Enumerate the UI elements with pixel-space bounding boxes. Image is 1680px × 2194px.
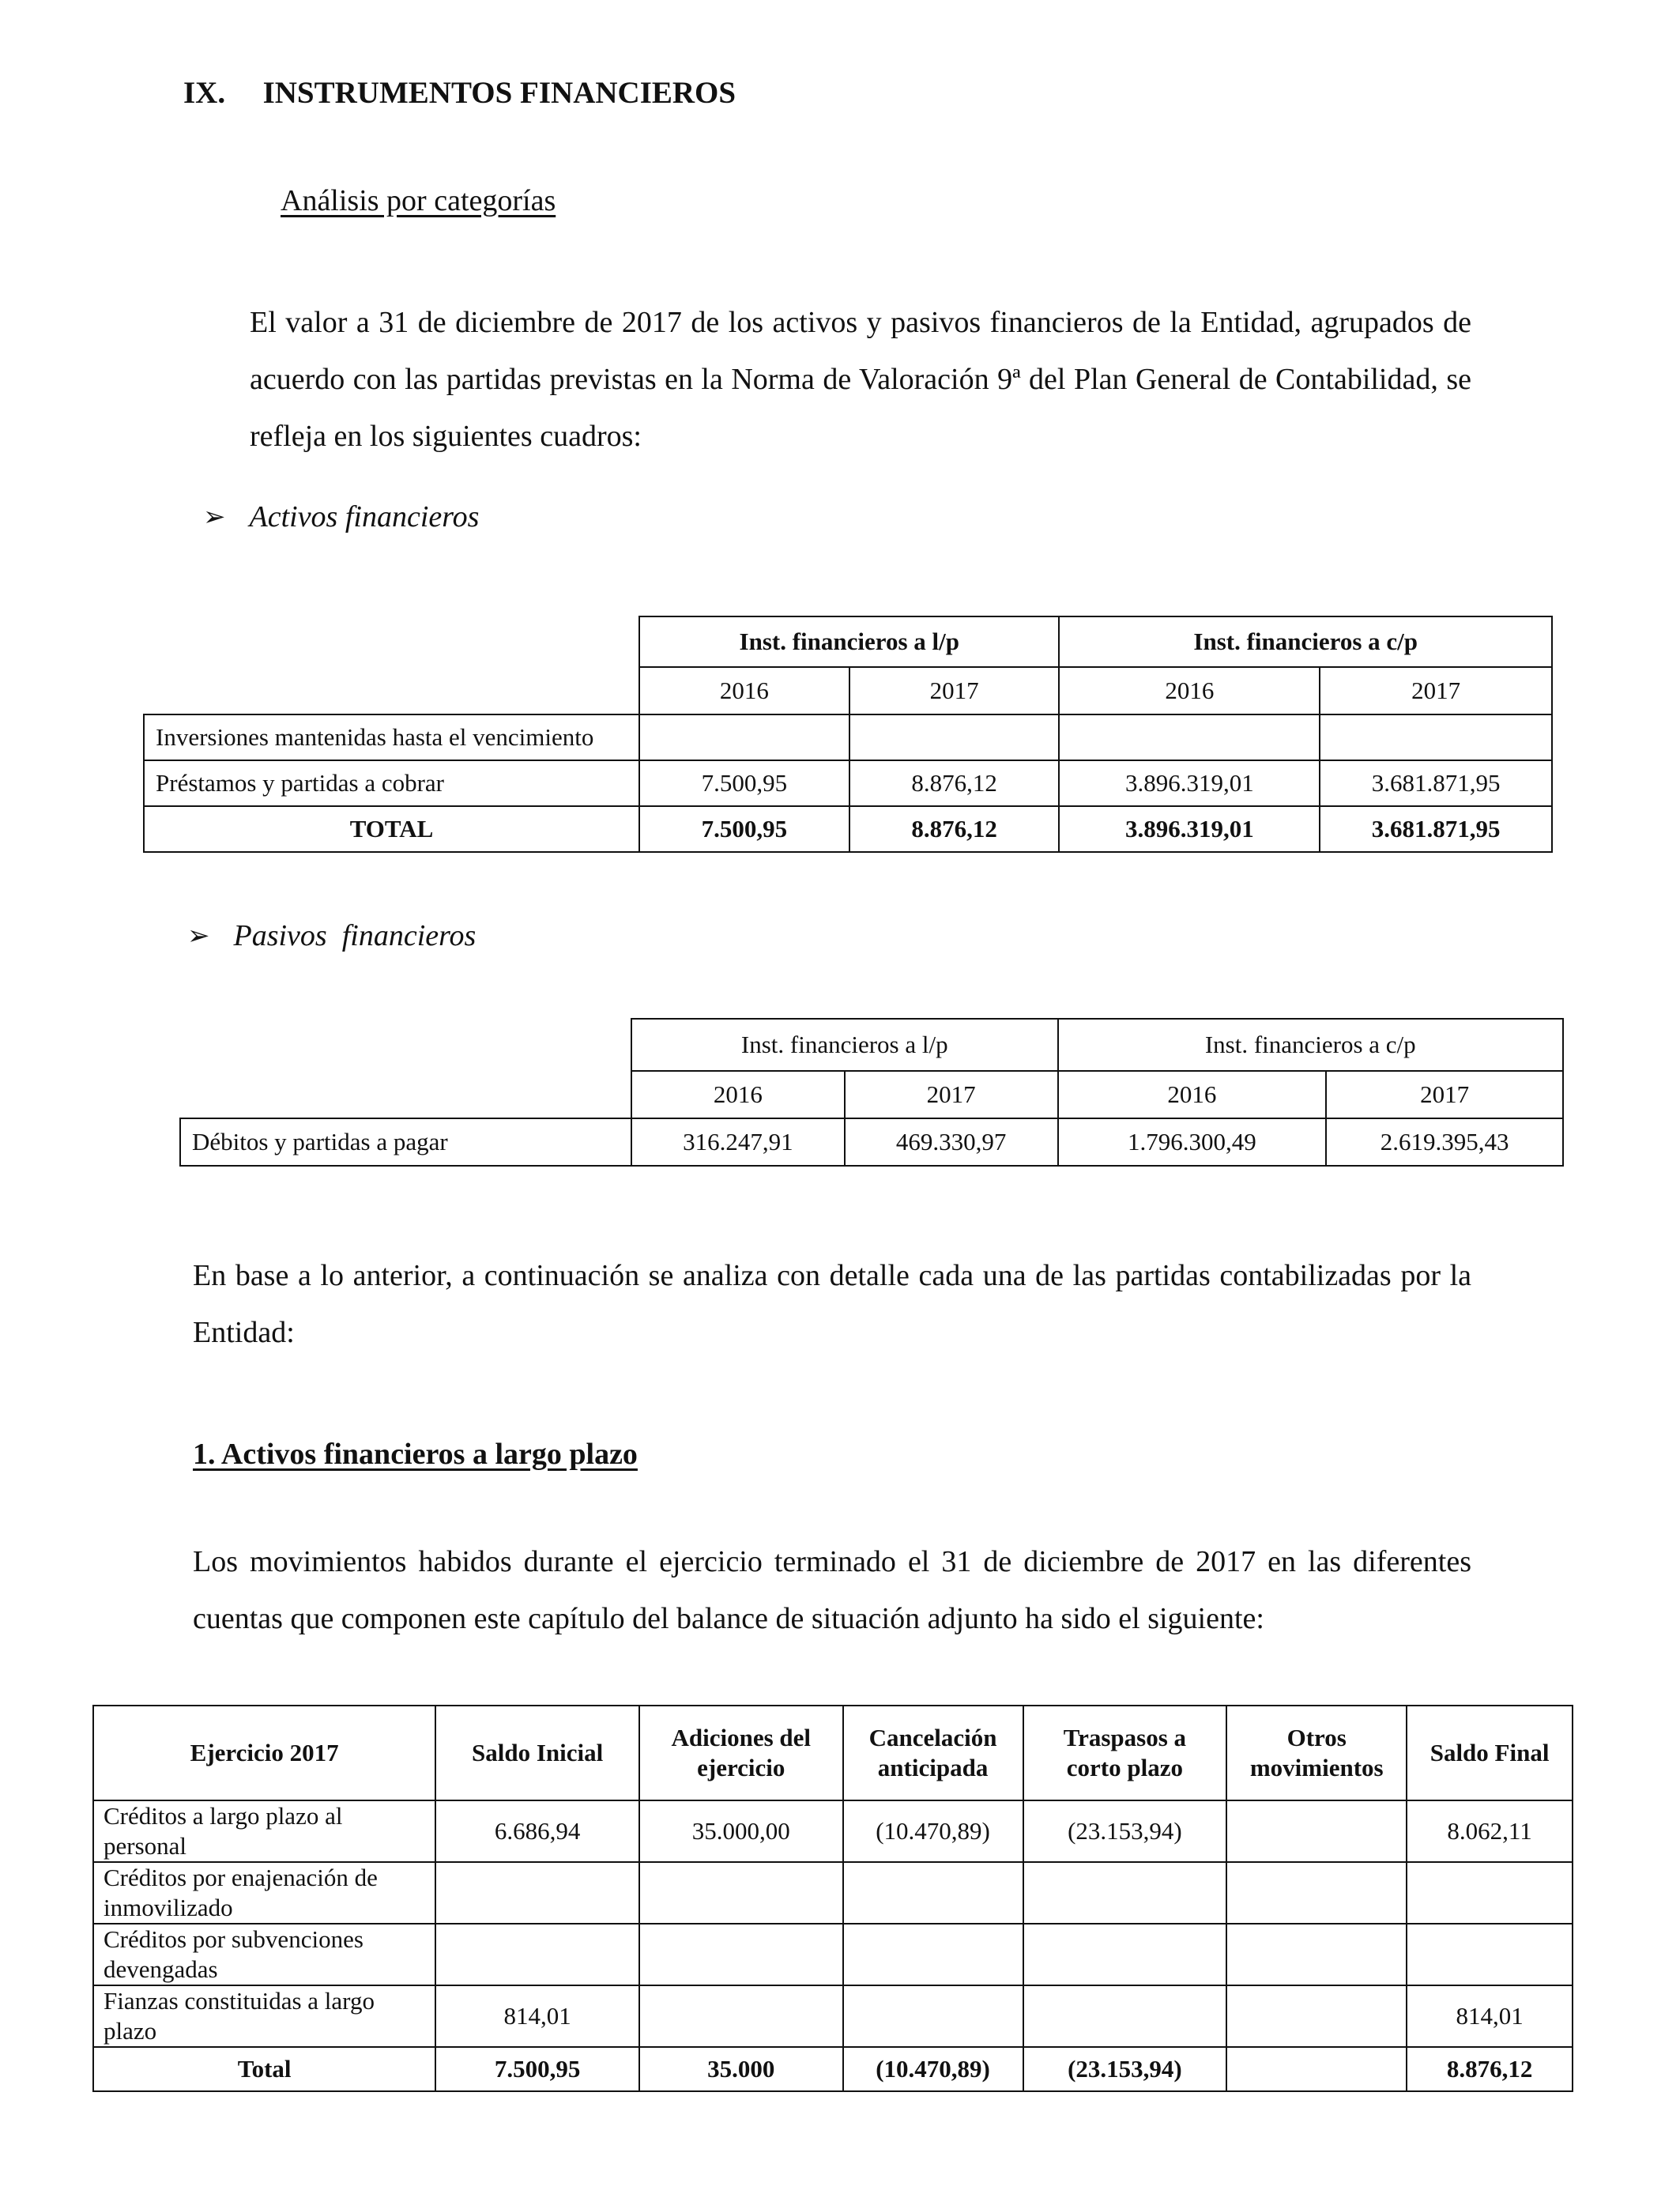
header-lp: Inst. financieros a l/p xyxy=(631,1019,1058,1071)
cell-value: 814,01 xyxy=(435,1985,639,2047)
table-row xyxy=(180,1118,1563,1166)
total-label: TOTAL xyxy=(144,806,639,852)
cell-value: 2.619.395,43 xyxy=(1326,1118,1563,1166)
cell-value xyxy=(639,714,849,760)
heading-title: INSTRUMENTOS FINANCIEROS xyxy=(262,76,736,110)
cell-value xyxy=(1407,1862,1573,1924)
bullet-pasivos-label: Pasivos financieros xyxy=(233,919,477,952)
total-value: 3.896.319,01 xyxy=(1059,806,1320,852)
pasivos-table xyxy=(179,1018,1564,1167)
row-label: Créditos a largo plazo al personal xyxy=(93,1800,435,1862)
cell-value: 3.896.319,01 xyxy=(1059,760,1320,806)
cell-value xyxy=(1226,1862,1407,1924)
row-label: Préstamos y partidas a cobrar xyxy=(144,760,639,806)
cell-value xyxy=(1226,1985,1407,2047)
header-cp: Inst. financieros a c/p xyxy=(1059,616,1552,667)
total-value: 8.876,12 xyxy=(849,806,1060,852)
cell-value xyxy=(849,714,1060,760)
table-row xyxy=(93,1800,1573,1862)
cell-value: 469.330,97 xyxy=(845,1118,1058,1166)
row-label: Créditos por enajenación de inmovilizado xyxy=(93,1862,435,1924)
analysis-paragraph: En base a lo anterior, a continuación se analiza con detalle cada una de las partidas contabilizadas por la Entidad: xyxy=(193,1259,1471,1349)
year-header: 2016 xyxy=(631,1071,845,1118)
cell-value xyxy=(1023,1924,1227,1985)
table-row xyxy=(93,1924,1573,1985)
table-row xyxy=(144,760,1552,806)
cell-value xyxy=(1023,1985,1227,2047)
row-label: Inversiones mantenidas hasta el vencimiento xyxy=(144,714,639,760)
cell-value xyxy=(639,1862,843,1924)
cell-value xyxy=(1226,1800,1407,1862)
table-row xyxy=(93,1862,1573,1924)
section1-paragraph: Los movimientos habidos durante el ejercicio terminado el 31 de diciembre de 2017 en las diferentes cuentas que componen este capítulo del balance de situación adjunto ha sido el siguiente: xyxy=(193,1545,1471,1635)
col-header: Traspasos a corto plazo xyxy=(1023,1706,1227,1800)
col-header: Otros movimientos xyxy=(1226,1706,1407,1800)
cell-value: 814,01 xyxy=(1407,1985,1573,2047)
activos-table xyxy=(143,616,1553,853)
row-label: Débitos y partidas a pagar xyxy=(180,1118,631,1166)
bullet-activos-label: Activos financieros xyxy=(249,500,480,533)
year-header: 2017 xyxy=(845,1071,1058,1118)
cell-value: 7.500,95 xyxy=(639,760,849,806)
arrow-bullet-icon: ➢ xyxy=(187,922,210,951)
cell-value: 8.062,11 xyxy=(1407,1800,1573,1862)
cell-value xyxy=(639,1985,843,2047)
intro-paragraph: El valor a 31 de diciembre de 2017 de los activos y pasivos financieros de la Entidad, agrupados de acuerdo con las partidas previstas en la Norma de Valoración 9ª del Plan General de Contabilidad, se refleja en los siguientes cuadros: xyxy=(250,306,1471,453)
empty-corner xyxy=(144,667,639,714)
year-header: 2017 xyxy=(1326,1071,1563,1118)
cell-value xyxy=(1320,714,1552,760)
total-value xyxy=(1226,2047,1407,2091)
cell-value xyxy=(1407,1924,1573,1985)
cell-value xyxy=(435,1862,639,1924)
year-header: 2016 xyxy=(639,667,849,714)
year-header: 2017 xyxy=(1320,667,1552,714)
arrow-bullet-icon: ➢ xyxy=(203,503,226,532)
cell-value: 35.000,00 xyxy=(639,1800,843,1862)
header-row xyxy=(93,1706,1573,1800)
section1-title: 1. Activos financieros a largo plazo xyxy=(193,1438,638,1471)
total-row xyxy=(93,2047,1573,2091)
cell-value xyxy=(843,1862,1023,1924)
cell-value: 316.247,91 xyxy=(631,1118,845,1166)
subheading: Análisis por categorías xyxy=(281,184,556,217)
total-label: Total xyxy=(93,2047,435,2091)
table-row xyxy=(144,714,1552,760)
empty-corner xyxy=(180,1071,631,1118)
total-row xyxy=(144,806,1552,852)
cell-value: (10.470,89) xyxy=(843,1800,1023,1862)
total-value: 7.500,95 xyxy=(435,2047,639,2091)
col-header: Adiciones del ejercicio xyxy=(639,1706,843,1800)
total-value: 8.876,12 xyxy=(1407,2047,1573,2091)
table-row xyxy=(93,1985,1573,2047)
cell-value: 6.686,94 xyxy=(435,1800,639,1862)
cell-value: (23.153,94) xyxy=(1023,1800,1227,1862)
total-value: 3.681.871,95 xyxy=(1320,806,1552,852)
row-label: Fianzas constituidas a largo plazo xyxy=(93,1985,435,2047)
cell-value: 8.876,12 xyxy=(849,760,1060,806)
cell-value xyxy=(1226,1924,1407,1985)
cell-value xyxy=(1023,1862,1227,1924)
empty-corner xyxy=(180,1019,631,1071)
cell-value: 1.796.300,49 xyxy=(1058,1118,1327,1166)
heading-number: IX. xyxy=(183,76,226,110)
total-value: (10.470,89) xyxy=(843,2047,1023,2091)
year-header: 2017 xyxy=(849,667,1060,714)
bullet-activos xyxy=(203,499,479,534)
bullet-pasivos xyxy=(187,918,476,953)
col-header: Saldo Final xyxy=(1407,1706,1573,1800)
cell-value xyxy=(639,1924,843,1985)
cell-value xyxy=(843,1985,1023,2047)
cell-value: 3.681.871,95 xyxy=(1320,760,1552,806)
cell-value xyxy=(1059,714,1320,760)
movimientos-table xyxy=(92,1705,1573,2092)
col-header: Ejercicio 2017 xyxy=(93,1706,435,1800)
header-cp: Inst. financieros a c/p xyxy=(1058,1019,1563,1071)
total-value: (23.153,94) xyxy=(1023,2047,1227,2091)
cell-value xyxy=(435,1924,639,1985)
cell-value xyxy=(843,1924,1023,1985)
row-label: Créditos por subvenciones devengadas xyxy=(93,1924,435,1985)
col-header: Saldo Inicial xyxy=(435,1706,639,1800)
total-value: 35.000 xyxy=(639,2047,843,2091)
total-value: 7.500,95 xyxy=(639,806,849,852)
section-heading xyxy=(183,75,736,111)
col-header: Cancelación anticipada xyxy=(843,1706,1023,1800)
header-lp: Inst. financieros a l/p xyxy=(639,616,1059,667)
year-header: 2016 xyxy=(1059,667,1320,714)
year-header: 2016 xyxy=(1058,1071,1327,1118)
empty-corner xyxy=(144,616,639,667)
